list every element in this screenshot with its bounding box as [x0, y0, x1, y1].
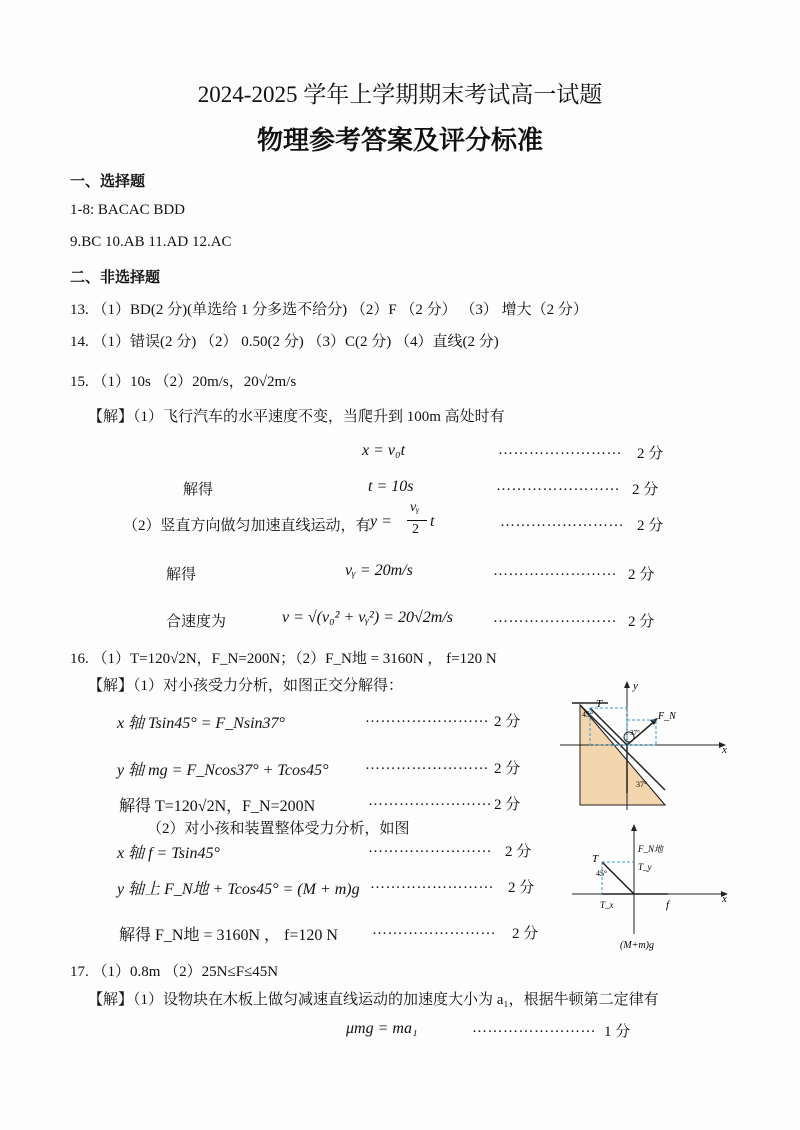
- fig1-label-T: T: [596, 698, 603, 710]
- q15-score-5: 2 分: [628, 614, 655, 630]
- q15-eq-v: v = √(v₀² + vᵧ²) = 20√2m/s: [282, 609, 453, 626]
- q15-label-resultant: 合速度为: [166, 614, 227, 630]
- q16-dots-6: ……………………: [372, 922, 496, 938]
- fig2-label-g: (M+m)g: [620, 940, 654, 951]
- fig1-label-FN: F_N: [658, 711, 676, 722]
- q15-dots-5: ……………………: [493, 610, 617, 626]
- q16-part2-text: （2）对小孩和装置整体受力分析，如图: [147, 821, 410, 837]
- q16-solution-1: 解得 T=120√2N，F_N=200N: [119, 798, 316, 815]
- q16-score-1: 2 分: [494, 714, 521, 730]
- q15-dots-1: ……………………: [498, 442, 622, 458]
- fig2-label-T: T: [592, 853, 599, 865]
- q15-score-1: 2 分: [637, 446, 664, 462]
- q15-eq-vy: vᵧ = 20m/s: [345, 562, 413, 579]
- exam-title: 2024-2025 学年上学期期末考试高一试题: [197, 82, 603, 107]
- fig2-label-Ty: T_y: [638, 862, 652, 872]
- q15-eq-x: x = v₀t: [362, 442, 406, 459]
- fig1-label-45: 45°: [582, 710, 594, 719]
- q15-solution-intro: 【解】（1）飞行汽车的水平速度不变，当爬升到 100m 高处时有: [88, 409, 505, 425]
- q16-eq-y-axis: y 轴 mg = F_Ncos37° + Tcos45°: [117, 762, 329, 779]
- section1-heading: 一、选择题: [70, 172, 146, 190]
- q15-score-4: 2 分: [628, 567, 655, 583]
- y-axis-arrow: [624, 681, 630, 688]
- q16-dots-2: ……………………: [365, 757, 489, 773]
- q16-score-2: 2 分: [494, 761, 521, 777]
- q16-score-4: 2 分: [505, 844, 532, 860]
- q17-score-1: 1 分: [604, 1024, 631, 1040]
- q15-part2-num: vᵧ: [410, 500, 420, 515]
- q13-answer: 13. （1）BD(2 分)(单选给 1 分多选不给分) （2）F （2 分） （3） 增大（2 分）: [70, 302, 588, 318]
- fig2-label-f: f: [666, 899, 670, 911]
- mc-answers-9-12: 9.BC 10.AB 11.AD 12.AC: [70, 234, 232, 250]
- q16-score-5: 2 分: [508, 880, 535, 896]
- q16-score-6: 2 分: [512, 926, 539, 942]
- q15-score-2: 2 分: [632, 482, 659, 498]
- fig1-label-37b: 37°: [636, 780, 648, 789]
- q15-dots-2: ……………………: [496, 478, 620, 494]
- q17-answer: 17. （1）0.8m （2）25N≤F≤45N: [70, 964, 279, 980]
- q16-dots-1: ……………………: [365, 710, 489, 726]
- q15-part2-den: 2: [412, 522, 419, 537]
- q15-score-3: 2 分: [637, 518, 664, 534]
- fig2-tension: [602, 862, 634, 894]
- fig1-label-37: 37°: [630, 729, 640, 737]
- q15-dots-3: ……………………: [500, 514, 624, 530]
- force-diagram-system: [568, 822, 736, 954]
- fig2-label-45: 45°: [596, 869, 608, 878]
- section2-heading: 二、非选择题: [70, 268, 161, 286]
- q15-label-solve-1: 解得: [183, 482, 214, 498]
- fig1-label-x: x: [722, 744, 727, 756]
- fig2-label-x: x: [722, 893, 727, 905]
- q16-dots-4: ……………………: [368, 840, 492, 856]
- q15-part2-fraction-bar: [407, 520, 427, 521]
- q17-eq-1: μmg = ma₁: [346, 1020, 418, 1037]
- q15-eq-t: t = 10s: [368, 478, 414, 495]
- q15-part2-t: t: [430, 513, 435, 530]
- answer-key-title: 物理参考答案及评分标准: [256, 126, 543, 156]
- q16-dots-5: ……………………: [370, 876, 494, 892]
- q16-dots-3: ……………………: [368, 793, 492, 809]
- q15-part2-eq: y =: [370, 513, 392, 530]
- fig2-y-axis-arrow: [631, 824, 637, 831]
- fig2-label-Tx: T_x: [600, 900, 614, 910]
- q15-dots-4: ……………………: [493, 563, 617, 579]
- q16-solution-intro: 【解】（1）对小孩受力分析，如图正交分解得：: [88, 678, 404, 694]
- q16-solution-2: 解得 F_N地 = 3160N ， f=120 N: [119, 927, 338, 944]
- q15-label-solve-2: 解得: [166, 567, 197, 583]
- q17-dots-1: ……………………: [472, 1020, 596, 1036]
- q16-score-3: 2 分: [494, 797, 521, 813]
- q16-eq-x-axis: x 轴 Tsin45° = F_Nsin37°: [117, 715, 285, 732]
- force-diagram-child: [560, 675, 735, 815]
- q16-answer: 16. （1）T=120√2N，F_N=200N；（2）F_N地 = 3160N ， f=120 N: [70, 651, 497, 667]
- fig1-label-y: y: [633, 680, 638, 692]
- q15-part2-text: （2）竖直方向做匀加速直线运动，有: [123, 518, 371, 534]
- mc-answers-1-8: 1-8: BACAC BDD: [70, 202, 186, 218]
- q17-solution-intro: 【解】（1）设物块在木板上做匀减速直线运动的加速度大小为 a₁，根据牛顿第二定律有: [88, 992, 659, 1008]
- q16-eq-y-axis-2: y 轴上 F_N地 + Tcos45° = (M + m)g: [117, 881, 360, 898]
- q14-answer: 14. （1）错误(2 分) （2） 0.50(2 分) （3）C(2 分) （4）直线(2 分): [70, 334, 499, 350]
- q16-eq-x-axis-2: x 轴 f = Tsin45°: [117, 845, 220, 862]
- fig2-label-FN: F_N地: [638, 844, 664, 854]
- q15-answer: 15. （1）10s （2）20m/s，20√2m/s: [70, 374, 297, 390]
